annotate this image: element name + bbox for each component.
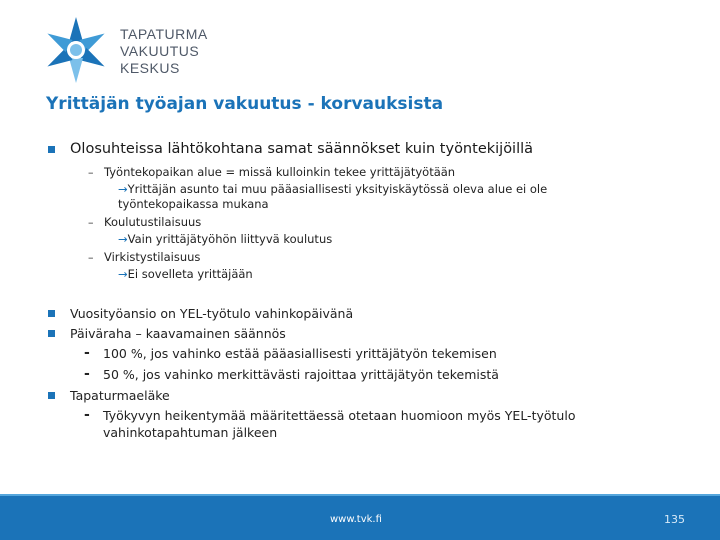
footer-url: www.tvk.fi [330, 514, 382, 525]
tapaturmaelake-item-line2: vahinkotapahtuman jälkeen [103, 425, 278, 440]
logo-line-1: TAPATURMA [120, 26, 208, 42]
sub-item-3-detail: →Ei sovelleta yrittäjään [118, 267, 253, 281]
bullet-tapaturmaelake: Tapaturmaeläke [70, 388, 170, 403]
bullet-square [48, 330, 55, 337]
bullet-square [48, 392, 55, 399]
dash-marker: – [88, 166, 94, 179]
tvk-logo-icon [40, 14, 112, 86]
tapaturmaelake-item-line1: Työkyvyn heikentymää määritettäessä otetaan huomioon myös YEL-työtulo [103, 408, 576, 423]
page-number: 135 [664, 513, 685, 526]
sub-item-1-label: Työntekopaikan alue = missä kulloinkin tekee yrittäjätyötään [104, 165, 456, 179]
footer-divider [0, 494, 720, 496]
sub-item-3-label: Virkistystilaisuus [104, 250, 201, 264]
slide-title: Yrittäjän työajan vakuutus - korvauksista [46, 94, 444, 114]
dash-marker: - [84, 407, 90, 423]
dash-marker: – [88, 216, 94, 229]
sub-item-1-detail: →Yrittäjän asunto tai muu pääasiallisesti yksityiskäytössä oleva alue ei ole [118, 182, 548, 196]
paivaraha-item-50: 50 %, jos vahinko merkittävästi rajoittaa yrittäjätyön tekemistä [103, 367, 499, 382]
bullet-square [48, 310, 55, 317]
arrow-right-icon: → [118, 267, 128, 281]
sub-item-1-detail-cont: työntekopaikassa mukana [118, 197, 269, 211]
bullet-paivaraha: Päiväraha – kaavamainen säännös [70, 326, 286, 341]
logo-line-3: KESKUS [120, 60, 180, 76]
arrow-right-icon: → [118, 182, 128, 196]
arrow-right-icon: → [118, 232, 128, 246]
dash-marker: - [84, 345, 90, 361]
sub-item-2-detail: →Vain yrittäjätyöhön liittyvä koulutus [118, 232, 333, 246]
section1-heading: Olosuhteissa lähtökohtana samat säännökset kuin työntekijöillä [70, 141, 534, 157]
logo-wordmark [120, 26, 208, 77]
dash-marker: – [88, 251, 94, 264]
bullet-vuosityoansio: Vuosityöansio on YEL-työtulo vahinkopäivänä [70, 306, 354, 321]
logo-line-2: VAKUUTUS [120, 43, 200, 59]
dash-marker: - [84, 366, 90, 382]
sub-item-2-label: Koulutustilaisuus [104, 215, 202, 229]
paivaraha-item-100: 100 %, jos vahinko estää pääasiallisesti yrittäjätyön tekemisen [103, 346, 497, 361]
bullet-square [48, 146, 55, 153]
